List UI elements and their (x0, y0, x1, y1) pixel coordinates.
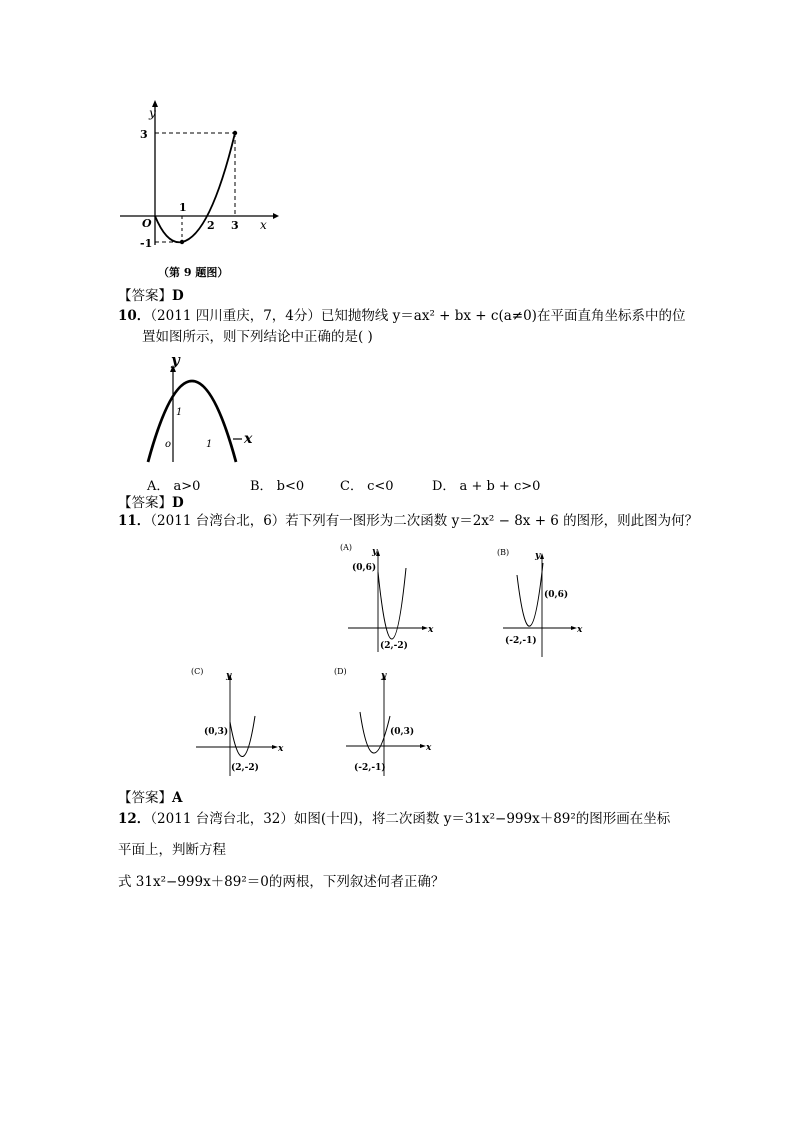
q11-answer (118, 788, 182, 808)
q12-line2: 平面上，判断方程 (118, 842, 226, 858)
fig9-x-tick-1: 1 (179, 201, 187, 214)
fig10-origin: o (165, 439, 172, 450)
svg-text:(-2,-1): (-2,-1) (354, 763, 386, 773)
question-text: （2011 台湾台北，32）如图(十四)，将二次函数 y＝31x²−999x＋89²的图形画在坐标 (150, 811, 671, 827)
graph-tag: (C) (191, 667, 204, 676)
fig10-tick-x: 1 (206, 439, 213, 450)
q10-line2: 置如图所示，则下列结论中正确的是( ) (142, 329, 373, 345)
q11-graph-b (495, 545, 595, 660)
q10-answer (118, 493, 184, 513)
fig9-x-tick-2: 2 (207, 219, 215, 232)
answer-label: 【答案】 (118, 288, 172, 304)
fig10-y-label: y (171, 351, 180, 369)
question-text: （2011 四川重庆，7，4分）已知抛物线 y＝ax² + bx + c(a≠0)在平面直角坐标系中的位 (150, 308, 686, 324)
fig9-y-label: y (149, 106, 156, 120)
fig10-tick-y: 1 (176, 407, 183, 418)
q12-line1 (118, 809, 670, 829)
fig9-origin: O (142, 217, 152, 230)
graph-tag: (D) (334, 667, 347, 676)
question-number: 10． (118, 308, 151, 324)
question-number: 11． (118, 513, 151, 529)
answer-value: A (172, 790, 183, 806)
svg-text:(2,-2): (2,-2) (380, 641, 408, 651)
q11-graph-d (332, 664, 442, 779)
fig9-x-label: x (260, 218, 267, 232)
answer-label: 【答案】 (118, 495, 172, 511)
q10-line1 (118, 306, 685, 326)
fig9-x-tick-3: 3 (231, 219, 239, 232)
svg-text:x: x (428, 625, 434, 635)
graph-tag: (B) (497, 548, 510, 557)
svg-text:(0,3): (0,3) (204, 727, 229, 737)
q10-option-d: D． a + b + c>0 (432, 479, 541, 494)
svg-text:(0,6): (0,6) (544, 590, 569, 600)
svg-text:y: y (226, 671, 232, 681)
svg-text:y: y (372, 547, 378, 557)
svg-text:(0,3): (0,3) (390, 727, 415, 737)
svg-text:(2,-2): (2,-2) (231, 763, 259, 773)
svg-text:x: x (577, 625, 583, 635)
answer-label: 【答案】 (118, 790, 172, 806)
fig10-x-label: x (244, 431, 253, 447)
q11-graph-c (188, 664, 288, 779)
fig9-caption: （第 9 题图） (158, 266, 229, 279)
question-number: 12． (118, 811, 151, 827)
q9-answer (118, 286, 184, 306)
question-text: （2011 台湾台北，6）若下列有一图形为二次函数 y＝2x² − 8x + 6 的图形，则此图为何？ (150, 513, 699, 529)
q10-option-c: C． c<0 (340, 479, 394, 494)
q11-line1 (118, 511, 698, 531)
svg-text:x: x (278, 744, 284, 754)
svg-text:(-2,-1): (-2,-1) (505, 636, 537, 646)
q12-line3: 式 31x²−999x＋89²＝0的两根，下列叙述何者正确？ (118, 874, 445, 890)
svg-text:y: y (535, 551, 541, 561)
fig9-y-tick-3: 3 (140, 128, 148, 141)
answer-value: D (172, 495, 184, 511)
fig9-curve (155, 133, 235, 242)
fig9-graph (115, 95, 285, 255)
q10-option-a: A． a>0 (147, 479, 201, 494)
fig10-graph (140, 350, 260, 465)
svg-text:x: x (426, 743, 432, 753)
answer-value: D (172, 288, 184, 304)
svg-text:(0,6): (0,6) (352, 563, 377, 573)
graph-tag: (A) (340, 543, 353, 552)
svg-text:y: y (381, 671, 387, 681)
fig9-y-tick-neg1: -1 (140, 237, 153, 250)
fig10-parabola (148, 381, 236, 462)
q10-option-b: B． b<0 (250, 479, 305, 494)
q11-graph-a (338, 540, 438, 655)
